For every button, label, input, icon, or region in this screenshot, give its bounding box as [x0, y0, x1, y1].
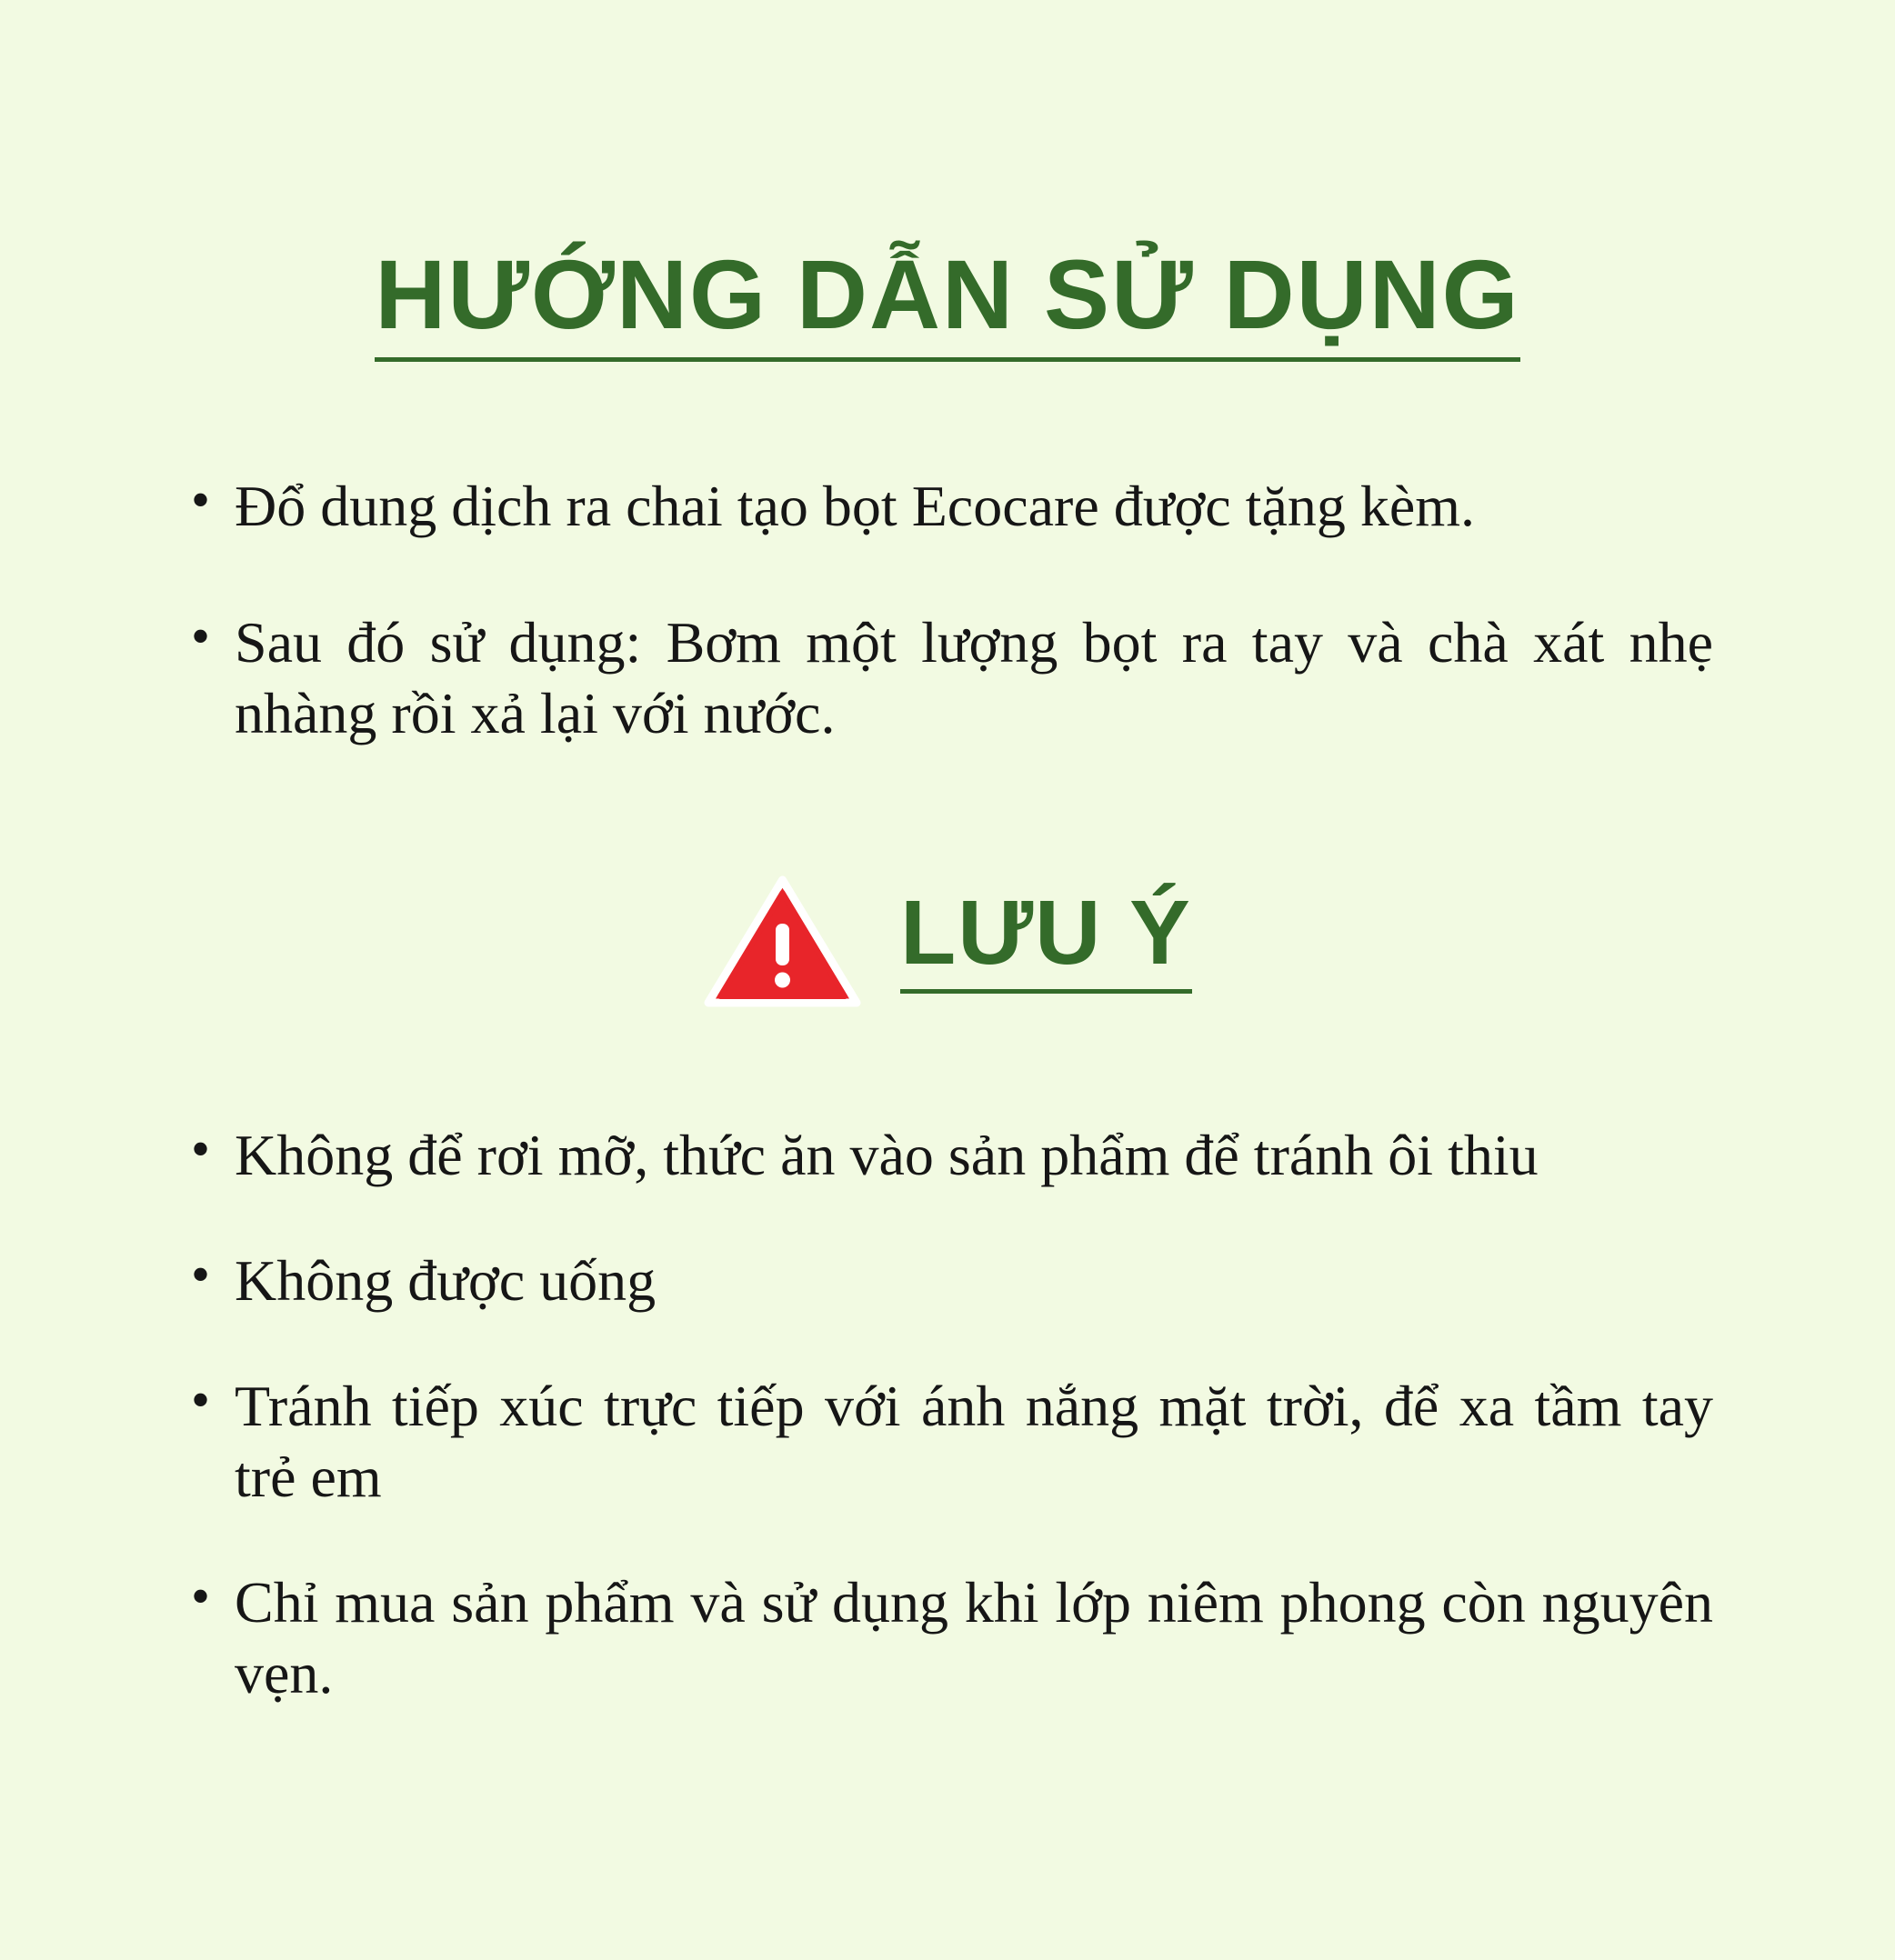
- list-item: • Tránh tiếp xúc trực tiếp với ánh nắng mặt trời, để xa tầm tay trẻ em: [182, 1371, 1713, 1513]
- note-section-title-text: LƯU Ý: [900, 887, 1192, 994]
- list-item: • Không được uống: [182, 1245, 1713, 1316]
- list-item: • Sau đó sử dụng: Bơm một lượng bọt ra tay và chà xát nhẹ nhàng rồi xả lại với nước.: [182, 607, 1713, 749]
- page-title-text: HƯỚNG DẪN SỬ DỤNG: [375, 243, 1519, 361]
- note-section-header: [182, 873, 1713, 1009]
- usage-steps-list: [182, 471, 1713, 749]
- instruction-page: [0, 65, 1895, 1960]
- list-item: • Đổ dung dịch ra chai tạo bọt Ecocare được tặng kèm.: [182, 471, 1713, 542]
- note-items-list: [182, 1120, 1713, 1709]
- list-item: • Chỉ mua sản phẩm và sử dụng khi lớp niêm phong còn nguyên vẹn.: [182, 1567, 1713, 1709]
- page-title: [182, 65, 1713, 361]
- warning-triangle-icon: [703, 873, 862, 1009]
- note-section-title: [900, 882, 1192, 994]
- list-item: • Không để rơi mỡ, thức ăn vào sản phẩm để tránh ôi thiu: [182, 1120, 1713, 1191]
